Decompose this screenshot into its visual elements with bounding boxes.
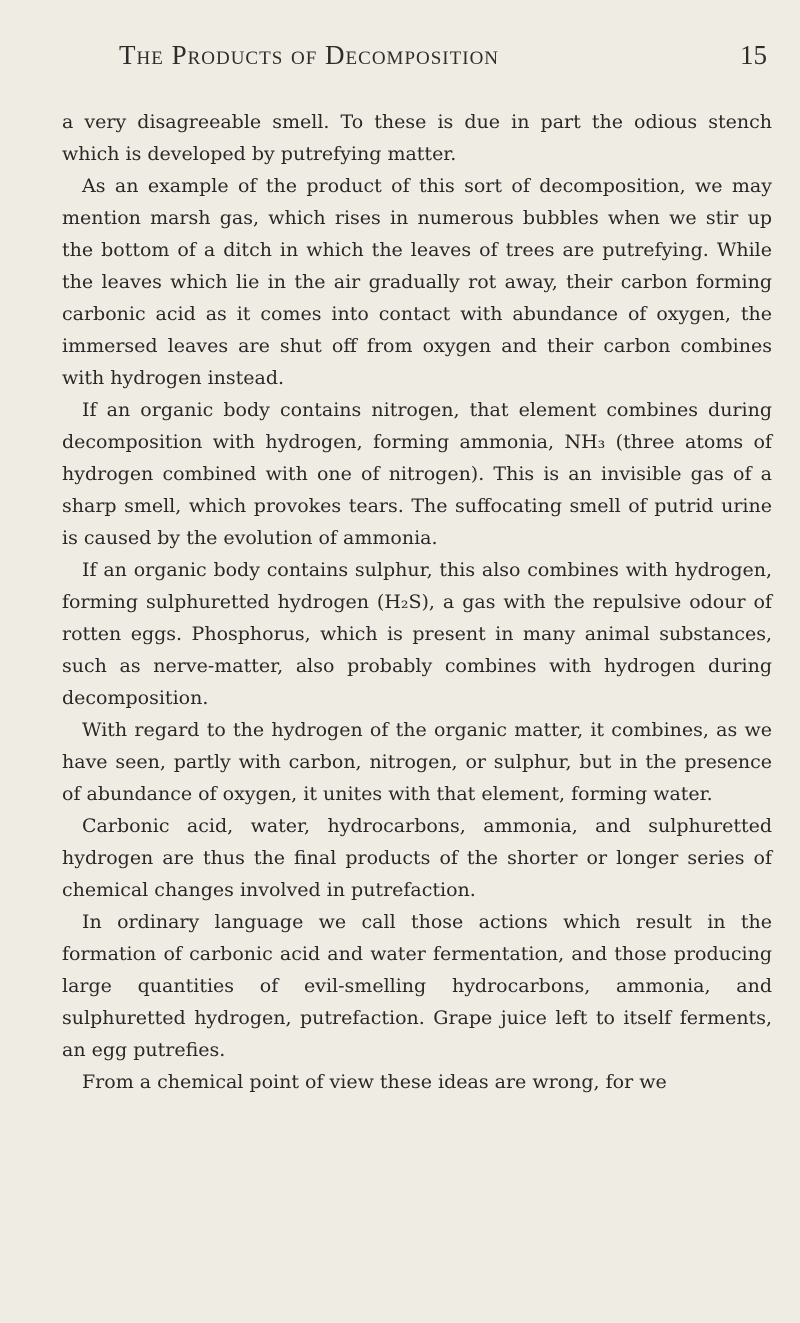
running-head (0, 40, 800, 80)
paragraph-ammonia: If an organic body contains nitrogen, that element combines during decomposition with hydrogen, forming ammonia, NH₃ (three atoms of hydrogen combined with one of nitrogen). This is an invisible gas of a sharp smell, which provokes tears. The suffocating smell of putrid urine is caused by the evolution of ammonia. (62, 399, 772, 549)
page-number: 15 (740, 40, 767, 70)
paragraph-sulphur: If an organic body contains sulphur, this also combines with hydrogen, forming sulphuretted hydrogen (H₂S), a gas with the repulsive odour of rotten eggs. Phosphorus, which is present in many animal substances, such as nerve-matter, also probably combines with hydrogen during decomposition. (62, 559, 772, 709)
paragraph-ordinary-language: In ordinary language we call those actions which result in the formation of carbonic acid and water fermentation, and those producing large quantities of evil-smelling hydrocarbons, ammonia, and sulphuretted hydrogen, putrefaction. Grape juice left to itself ferments, an egg putrefies. (62, 911, 772, 1061)
running-title: The Products of Decomposition (119, 40, 500, 70)
paragraph-marsh-gas: As an example of the product of this sort of decomposition, we may mention marsh gas, which rises in numerous bubbles when we stir up the bottom of a ditch in which the leaves of trees are putrefying. While the leaves which lie in the air gradually rot away, their carbon forming carbonic acid as it comes into contact with abundance of oxygen, the immersed leaves are shut off from oxygen and their carbon combines with hydrogen instead. (62, 175, 772, 389)
paragraph-hydrogen: With regard to the hydrogen of the organic matter, it combines, as we have seen, partly with carbon, nitrogen, or sulphur, but in the presence of abundance of oxygen, it unites with that element, forming water. (62, 719, 772, 805)
paragraph-final-products: Carbonic acid, water, hydrocarbons, ammonia, and sulphuretted hydrogen are thus the final products of the shorter or longer series of chemical changes involved in putrefaction. (62, 815, 772, 901)
paragraph-continuation: a very disagreeable smell. To these is due in part the odious stench which is developed by putrefying matter. (62, 111, 772, 165)
body-text (62, 106, 772, 1098)
paragraph-chemical-view: From a chemical point of view these ideas are wrong, for we (82, 1071, 667, 1093)
